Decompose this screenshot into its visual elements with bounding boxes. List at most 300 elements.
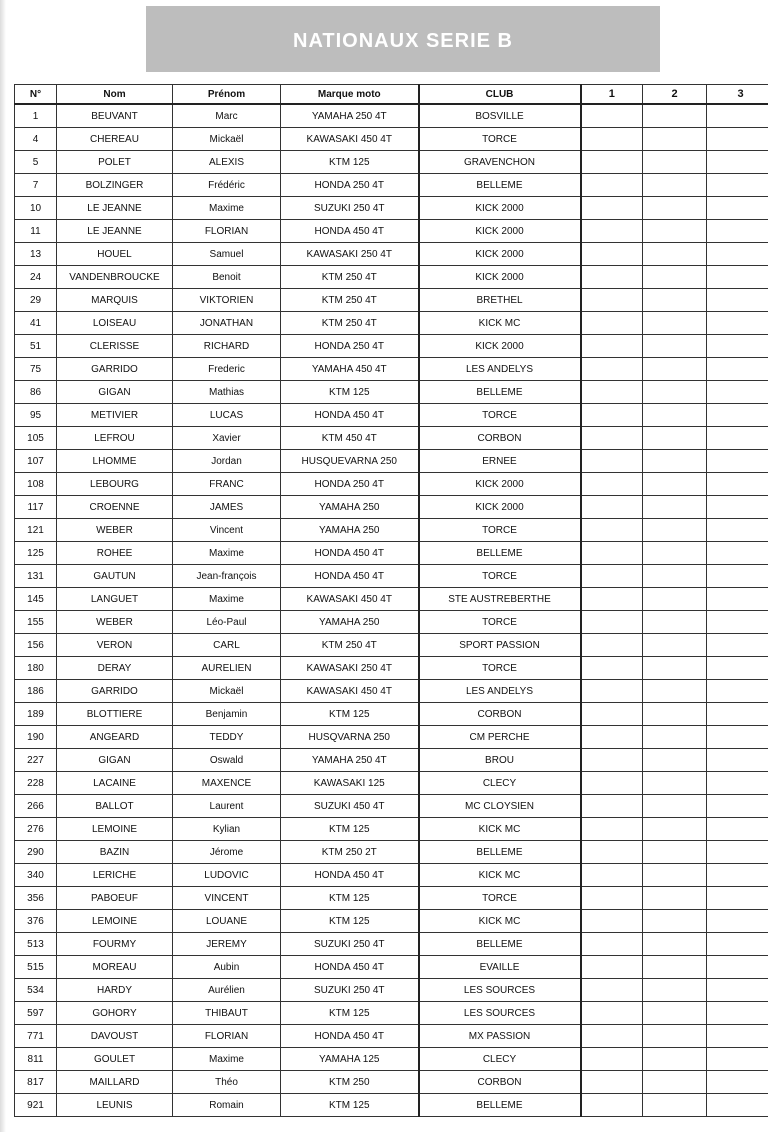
- cell-prenom: Marc: [173, 104, 281, 128]
- cell-club: LES SOURCES: [419, 1002, 581, 1025]
- cell-marque: KTM 250 4T: [281, 312, 419, 335]
- cell-prenom: JONATHAN: [173, 312, 281, 335]
- table-row: [15, 933, 768, 956]
- cell-number: 340: [15, 864, 57, 887]
- cell-race-3: [707, 197, 768, 220]
- cell-race-1: [581, 818, 643, 841]
- cell-race-1: [581, 887, 643, 910]
- cell-race-1: [581, 565, 643, 588]
- cell-club: KICK 2000: [419, 220, 581, 243]
- cell-prenom: CARL: [173, 634, 281, 657]
- cell-race-1: [581, 1002, 643, 1025]
- cell-race-2: [643, 542, 707, 565]
- cell-race-2: [643, 128, 707, 151]
- cell-prenom: Maxime: [173, 542, 281, 565]
- cell-race-1: [581, 427, 643, 450]
- cell-race-2: [643, 956, 707, 979]
- cell-prenom: VINCENT: [173, 887, 281, 910]
- cell-race-2: [643, 427, 707, 450]
- cell-club: LES ANDELYS: [419, 680, 581, 703]
- header-prenom: Prénom: [173, 85, 281, 105]
- cell-club: LES ANDELYS: [419, 358, 581, 381]
- cell-prenom: LUDOVIC: [173, 864, 281, 887]
- cell-race-3: [707, 174, 768, 197]
- cell-number: 597: [15, 1002, 57, 1025]
- cell-marque: HUSQUEVARNA 250: [281, 450, 419, 473]
- cell-club: KICK 2000: [419, 243, 581, 266]
- cell-nom: FOURMY: [57, 933, 173, 956]
- cell-number: 95: [15, 404, 57, 427]
- cell-race-3: [707, 887, 768, 910]
- cell-race-1: [581, 542, 643, 565]
- table-row: [15, 335, 768, 358]
- cell-marque: HUSQVARNA 250: [281, 726, 419, 749]
- cell-nom: LEMOINE: [57, 910, 173, 933]
- cell-number: 24: [15, 266, 57, 289]
- cell-prenom: Benoit: [173, 266, 281, 289]
- cell-marque: KAWASAKI 450 4T: [281, 588, 419, 611]
- cell-race-1: [581, 519, 643, 542]
- cell-marque: KTM 125: [281, 887, 419, 910]
- cell-race-3: [707, 289, 768, 312]
- cell-club: GRAVENCHON: [419, 151, 581, 174]
- cell-club: BELLEME: [419, 933, 581, 956]
- cell-prenom: JEREMY: [173, 933, 281, 956]
- cell-prenom: Maxime: [173, 197, 281, 220]
- cell-club: BELLEME: [419, 542, 581, 565]
- table-row: [15, 772, 768, 795]
- cell-race-1: [581, 680, 643, 703]
- cell-marque: KAWASAKI 250 4T: [281, 243, 419, 266]
- cell-nom: LE JEANNE: [57, 220, 173, 243]
- header-club: CLUB: [419, 85, 581, 105]
- cell-race-3: [707, 864, 768, 887]
- cell-nom: BAZIN: [57, 841, 173, 864]
- cell-marque: HONDA 450 4T: [281, 864, 419, 887]
- cell-marque: KTM 125: [281, 381, 419, 404]
- cell-club: CORBON: [419, 1071, 581, 1094]
- cell-race-1: [581, 473, 643, 496]
- cell-race-3: [707, 1002, 768, 1025]
- cell-club: LES SOURCES: [419, 979, 581, 1002]
- cell-nom: BALLOT: [57, 795, 173, 818]
- cell-nom: MAILLARD: [57, 1071, 173, 1094]
- cell-club: TORCE: [419, 565, 581, 588]
- table-row: [15, 864, 768, 887]
- cell-prenom: Oswald: [173, 749, 281, 772]
- cell-race-3: [707, 772, 768, 795]
- cell-marque: YAMAHA 250: [281, 519, 419, 542]
- cell-number: 276: [15, 818, 57, 841]
- cell-prenom: VIKTORIEN: [173, 289, 281, 312]
- cell-number: 155: [15, 611, 57, 634]
- cell-number: 75: [15, 358, 57, 381]
- cell-race-2: [643, 565, 707, 588]
- table-row: [15, 795, 768, 818]
- cell-number: 227: [15, 749, 57, 772]
- cell-race-1: [581, 588, 643, 611]
- cell-prenom: Aurélien: [173, 979, 281, 1002]
- cell-race-2: [643, 979, 707, 1002]
- cell-nom: LACAINE: [57, 772, 173, 795]
- cell-marque: YAMAHA 250 4T: [281, 749, 419, 772]
- cell-race-3: [707, 634, 768, 657]
- cell-number: 13: [15, 243, 57, 266]
- cell-race-2: [643, 1094, 707, 1117]
- cell-marque: HONDA 450 4T: [281, 956, 419, 979]
- cell-nom: DERAY: [57, 657, 173, 680]
- cell-race-2: [643, 795, 707, 818]
- cell-race-2: [643, 335, 707, 358]
- cell-prenom: Maxime: [173, 588, 281, 611]
- cell-race-1: [581, 128, 643, 151]
- cell-race-1: [581, 243, 643, 266]
- cell-nom: GIGAN: [57, 749, 173, 772]
- cell-race-2: [643, 887, 707, 910]
- cell-race-2: [643, 104, 707, 128]
- table-row: [15, 818, 768, 841]
- cell-race-1: [581, 841, 643, 864]
- cell-race-3: [707, 358, 768, 381]
- cell-race-3: [707, 519, 768, 542]
- cell-race-1: [581, 381, 643, 404]
- cell-race-3: [707, 542, 768, 565]
- cell-race-3: [707, 703, 768, 726]
- cell-prenom: Théo: [173, 1071, 281, 1094]
- cell-prenom: Jérome: [173, 841, 281, 864]
- header-race-1: 1: [581, 85, 643, 105]
- cell-club: ERNEE: [419, 450, 581, 473]
- cell-marque: KTM 450 4T: [281, 427, 419, 450]
- cell-race-3: [707, 1094, 768, 1117]
- cell-race-3: [707, 404, 768, 427]
- cell-number: 921: [15, 1094, 57, 1117]
- cell-marque: HONDA 250 4T: [281, 335, 419, 358]
- cell-nom: PABOEUF: [57, 887, 173, 910]
- cell-marque: KTM 125: [281, 910, 419, 933]
- cell-nom: DAVOUST: [57, 1025, 173, 1048]
- cell-race-1: [581, 749, 643, 772]
- cell-nom: LOISEAU: [57, 312, 173, 335]
- cell-race-2: [643, 174, 707, 197]
- cell-marque: YAMAHA 125: [281, 1048, 419, 1071]
- cell-prenom: Xavier: [173, 427, 281, 450]
- cell-number: 189: [15, 703, 57, 726]
- cell-prenom: Frédéric: [173, 174, 281, 197]
- cell-race-3: [707, 726, 768, 749]
- cell-prenom: LUCAS: [173, 404, 281, 427]
- cell-prenom: Maxime: [173, 1048, 281, 1071]
- table-row: [15, 128, 768, 151]
- cell-prenom: ALEXIS: [173, 151, 281, 174]
- cell-nom: ROHEE: [57, 542, 173, 565]
- table-row: [15, 1025, 768, 1048]
- cell-prenom: RICHARD: [173, 335, 281, 358]
- cell-race-1: [581, 266, 643, 289]
- cell-race-2: [643, 703, 707, 726]
- cell-number: 10: [15, 197, 57, 220]
- cell-race-1: [581, 174, 643, 197]
- cell-club: KICK MC: [419, 864, 581, 887]
- cell-club: BOSVILLE: [419, 104, 581, 128]
- table-row: [15, 473, 768, 496]
- table-row: [15, 1002, 768, 1025]
- cell-race-1: [581, 772, 643, 795]
- cell-race-3: [707, 749, 768, 772]
- cell-race-2: [643, 588, 707, 611]
- cell-race-3: [707, 933, 768, 956]
- cell-nom: LHOMME: [57, 450, 173, 473]
- cell-prenom: FLORIAN: [173, 220, 281, 243]
- cell-race-1: [581, 404, 643, 427]
- cell-marque: YAMAHA 250: [281, 611, 419, 634]
- cell-prenom: LOUANE: [173, 910, 281, 933]
- cell-race-3: [707, 818, 768, 841]
- cell-prenom: Benjamin: [173, 703, 281, 726]
- cell-number: 117: [15, 496, 57, 519]
- table-row: [15, 381, 768, 404]
- cell-race-3: [707, 266, 768, 289]
- cell-nom: GOULET: [57, 1048, 173, 1071]
- cell-nom: LE JEANNE: [57, 197, 173, 220]
- cell-prenom: MAXENCE: [173, 772, 281, 795]
- cell-race-2: [643, 151, 707, 174]
- table-row: [15, 542, 768, 565]
- cell-race-1: [581, 335, 643, 358]
- cell-race-3: [707, 473, 768, 496]
- cell-race-3: [707, 841, 768, 864]
- cell-number: 186: [15, 680, 57, 703]
- cell-number: 190: [15, 726, 57, 749]
- cell-race-1: [581, 703, 643, 726]
- title-banner: [146, 6, 660, 72]
- cell-club: BELLEME: [419, 1094, 581, 1117]
- table-row: [15, 312, 768, 335]
- cell-nom: GOHORY: [57, 1002, 173, 1025]
- cell-prenom: Samuel: [173, 243, 281, 266]
- cell-number: 180: [15, 657, 57, 680]
- cell-number: 290: [15, 841, 57, 864]
- cell-marque: KAWASAKI 250 4T: [281, 657, 419, 680]
- cell-race-2: [643, 496, 707, 519]
- cell-nom: METIVIER: [57, 404, 173, 427]
- cell-marque: SUZUKI 250 4T: [281, 979, 419, 1002]
- cell-number: 41: [15, 312, 57, 335]
- cell-club: MC CLOYSIEN: [419, 795, 581, 818]
- cell-club: BELLEME: [419, 841, 581, 864]
- cell-race-2: [643, 818, 707, 841]
- cell-nom: VERON: [57, 634, 173, 657]
- cell-race-3: [707, 565, 768, 588]
- cell-number: 51: [15, 335, 57, 358]
- cell-marque: KTM 125: [281, 151, 419, 174]
- cell-nom: MOREAU: [57, 956, 173, 979]
- cell-nom: LERICHE: [57, 864, 173, 887]
- cell-race-2: [643, 197, 707, 220]
- cell-race-2: [643, 611, 707, 634]
- cell-club: CORBON: [419, 427, 581, 450]
- cell-marque: KTM 125: [281, 1094, 419, 1117]
- cell-race-3: [707, 220, 768, 243]
- cell-marque: KTM 250 2T: [281, 841, 419, 864]
- cell-nom: LEMOINE: [57, 818, 173, 841]
- cell-prenom: Romain: [173, 1094, 281, 1117]
- cell-race-3: [707, 128, 768, 151]
- cell-race-2: [643, 358, 707, 381]
- cell-club: KICK 2000: [419, 335, 581, 358]
- header-race-3: 3: [707, 85, 768, 105]
- cell-race-3: [707, 381, 768, 404]
- cell-race-1: [581, 1025, 643, 1048]
- table-row: [15, 404, 768, 427]
- cell-marque: HONDA 250 4T: [281, 473, 419, 496]
- cell-nom: GARRIDO: [57, 358, 173, 381]
- cell-marque: KTM 250: [281, 1071, 419, 1094]
- page-title: NATIONAUX SERIE B: [293, 29, 513, 52]
- table-row: [15, 151, 768, 174]
- cell-race-1: [581, 197, 643, 220]
- table-row: [15, 887, 768, 910]
- cell-club: CLECY: [419, 772, 581, 795]
- cell-race-3: [707, 1048, 768, 1071]
- cell-nom: LEBOURG: [57, 473, 173, 496]
- cell-marque: SUZUKI 250 4T: [281, 197, 419, 220]
- cell-nom: GIGAN: [57, 381, 173, 404]
- cell-marque: KAWASAKI 125: [281, 772, 419, 795]
- cell-nom: VANDENBROUCKE: [57, 266, 173, 289]
- cell-marque: KTM 125: [281, 703, 419, 726]
- cell-nom: CROENNE: [57, 496, 173, 519]
- cell-number: 125: [15, 542, 57, 565]
- cell-club: KICK 2000: [419, 496, 581, 519]
- table-row: [15, 634, 768, 657]
- cell-race-1: [581, 726, 643, 749]
- cell-race-2: [643, 933, 707, 956]
- cell-race-2: [643, 749, 707, 772]
- cell-nom: MARQUIS: [57, 289, 173, 312]
- cell-race-1: [581, 151, 643, 174]
- cell-race-3: [707, 588, 768, 611]
- table-row: [15, 104, 768, 128]
- cell-number: 515: [15, 956, 57, 979]
- cell-race-2: [643, 841, 707, 864]
- cell-club: CORBON: [419, 703, 581, 726]
- table-row: [15, 174, 768, 197]
- header-race-2: 2: [643, 85, 707, 105]
- cell-nom: WEBER: [57, 519, 173, 542]
- cell-race-3: [707, 795, 768, 818]
- table-row: [15, 496, 768, 519]
- table-row: [15, 749, 768, 772]
- cell-number: 1: [15, 104, 57, 128]
- cell-nom: CHEREAU: [57, 128, 173, 151]
- table-row: [15, 1094, 768, 1117]
- cell-race-2: [643, 864, 707, 887]
- table-row: [15, 1071, 768, 1094]
- cell-prenom: Frederic: [173, 358, 281, 381]
- cell-prenom: Kylian: [173, 818, 281, 841]
- table-row: [15, 726, 768, 749]
- cell-prenom: Léo-Paul: [173, 611, 281, 634]
- cell-race-2: [643, 220, 707, 243]
- cell-race-2: [643, 772, 707, 795]
- cell-club: BRETHEL: [419, 289, 581, 312]
- cell-race-2: [643, 312, 707, 335]
- cell-nom: LEUNIS: [57, 1094, 173, 1117]
- cell-race-3: [707, 1071, 768, 1094]
- table-row: [15, 565, 768, 588]
- cell-club: KICK MC: [419, 910, 581, 933]
- cell-prenom: Vincent: [173, 519, 281, 542]
- cell-race-3: [707, 151, 768, 174]
- cell-prenom: Mathias: [173, 381, 281, 404]
- cell-race-2: [643, 519, 707, 542]
- cell-marque: HONDA 450 4T: [281, 542, 419, 565]
- cell-marque: KAWASAKI 450 4T: [281, 128, 419, 151]
- cell-club: TORCE: [419, 128, 581, 151]
- table-row: [15, 450, 768, 473]
- header-marque: Marque moto: [281, 85, 419, 105]
- cell-number: 145: [15, 588, 57, 611]
- cell-race-1: [581, 1094, 643, 1117]
- table-row: [15, 680, 768, 703]
- cell-race-3: [707, 1025, 768, 1048]
- cell-race-3: [707, 243, 768, 266]
- cell-race-2: [643, 1025, 707, 1048]
- cell-number: 811: [15, 1048, 57, 1071]
- cell-race-3: [707, 956, 768, 979]
- cell-club: CM PERCHE: [419, 726, 581, 749]
- cell-race-3: [707, 312, 768, 335]
- cell-marque: KAWASAKI 450 4T: [281, 680, 419, 703]
- cell-race-1: [581, 289, 643, 312]
- table-row: [15, 243, 768, 266]
- cell-race-2: [643, 657, 707, 680]
- cell-club: KICK MC: [419, 818, 581, 841]
- cell-number: 4: [15, 128, 57, 151]
- cell-number: 266: [15, 795, 57, 818]
- table-row: [15, 703, 768, 726]
- cell-club: KICK MC: [419, 312, 581, 335]
- cell-prenom: TEDDY: [173, 726, 281, 749]
- cell-number: 107: [15, 450, 57, 473]
- cell-marque: YAMAHA 250: [281, 496, 419, 519]
- cell-prenom: Mickaël: [173, 680, 281, 703]
- cell-race-2: [643, 289, 707, 312]
- header-num: N°: [15, 85, 57, 105]
- cell-race-1: [581, 220, 643, 243]
- cell-race-2: [643, 404, 707, 427]
- cell-race-1: [581, 657, 643, 680]
- cell-number: 228: [15, 772, 57, 795]
- cell-club: KICK 2000: [419, 266, 581, 289]
- table-row: [15, 519, 768, 542]
- table-row: [15, 611, 768, 634]
- table-row: [15, 841, 768, 864]
- cell-race-1: [581, 312, 643, 335]
- cell-nom: HOUEL: [57, 243, 173, 266]
- cell-number: 513: [15, 933, 57, 956]
- cell-nom: LEFROU: [57, 427, 173, 450]
- cell-race-2: [643, 680, 707, 703]
- cell-race-3: [707, 496, 768, 519]
- cell-race-3: [707, 104, 768, 128]
- cell-nom: CLERISSE: [57, 335, 173, 358]
- cell-club: EVAILLE: [419, 956, 581, 979]
- cell-club: TORCE: [419, 519, 581, 542]
- cell-number: 108: [15, 473, 57, 496]
- scan-edge-shadow: [0, 0, 6, 1132]
